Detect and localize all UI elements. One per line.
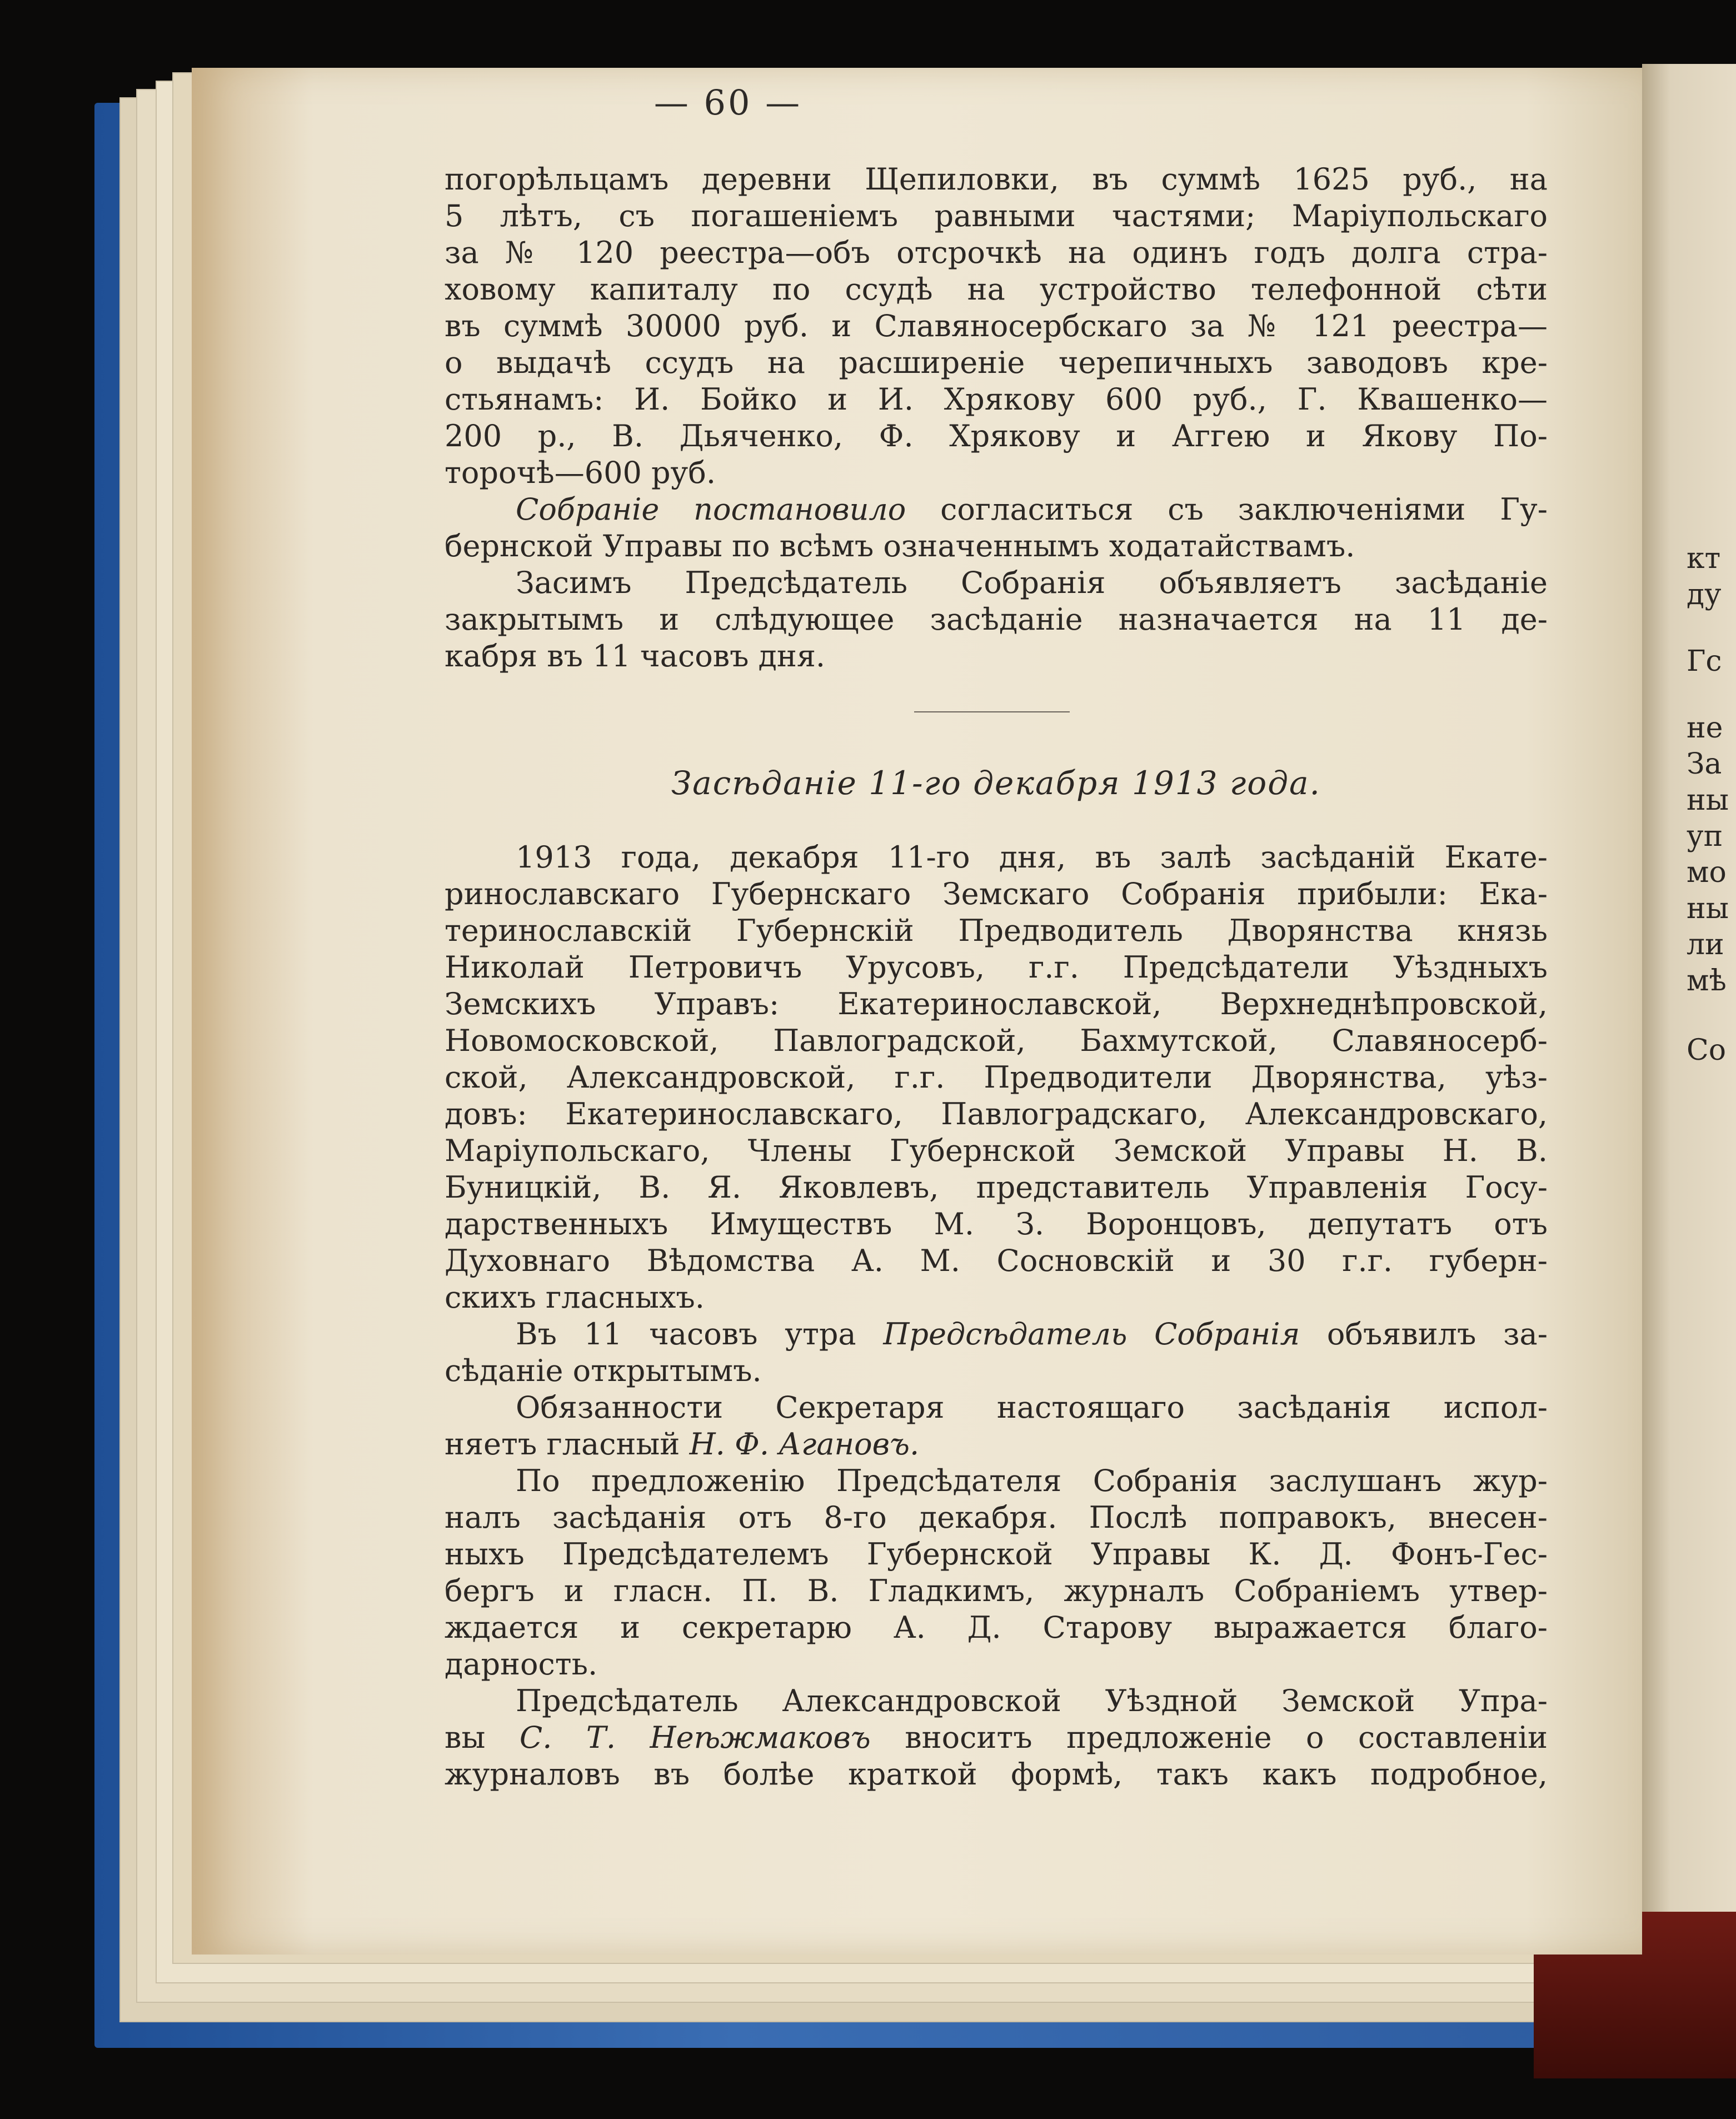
text-line: налъ засѣданія отъ 8-го декабря. Послѣ поправокъ, внесен- xyxy=(445,1500,1548,1535)
section-heading: Засѣданіе 11-го декабря 1913 года. xyxy=(671,764,1321,802)
page-stain xyxy=(192,68,314,1955)
text-line: журналовъ въ болѣе краткой формѣ, такъ какъ подробное, xyxy=(445,1757,1548,1792)
text-line: въ суммѣ 30000 руб. и Славяносербскаго за № 121 реестра— xyxy=(445,308,1548,343)
text-line: По предложенію Предсѣдателя Собранія заслушанъ жур- xyxy=(516,1463,1548,1498)
text-line: Земскихъ Управъ: Екатеринославской, Верхнеднѣпровской, xyxy=(445,986,1548,1021)
italic-phrase: Н. Ф. Агановъ. xyxy=(689,1427,920,1462)
text-line: ховому капиталу по ссудѣ на устройство телефонной сѣти xyxy=(445,272,1548,307)
fragment: мо xyxy=(1687,856,1727,889)
text-line: Маріупольскаго, Члены Губернской Земской Управы Н. В. xyxy=(445,1133,1548,1168)
text-line xyxy=(445,1426,1548,1463)
italic-phrase: Собраніе постановило xyxy=(516,492,906,527)
fragment: Гс xyxy=(1687,645,1722,678)
text-line: закрытымъ и слѣдующее засѣданіе назначается на 11 де- xyxy=(445,602,1548,637)
text-line xyxy=(445,491,1548,528)
text-line: бернской Управы по всѣмъ означеннымъ ходатайствамъ. xyxy=(445,528,1355,564)
text-line: скихъ гласныхъ. xyxy=(445,1280,705,1315)
text-line: о выдачѣ ссудъ на расширеніе черепичныхъ заводовъ кре- xyxy=(445,345,1548,380)
text-fragment: няетъ гласный xyxy=(445,1427,690,1462)
page-number: — 60 — xyxy=(654,82,802,123)
italic-phrase: С. Т. Неѣжмаковъ xyxy=(519,1720,871,1755)
text-line: бергъ и гласн. П. В. Гладкимъ, журналъ Собраніемъ утвер- xyxy=(445,1573,1548,1608)
text-line: погорѣльцамъ деревни Щепиловки, въ суммѣ 1625 руб., на xyxy=(445,162,1548,197)
fragment: не xyxy=(1687,711,1723,745)
fragment: ны xyxy=(1687,784,1729,817)
text-line: Духовнаго Вѣдомства А. М. Сосновскій и 30 г.г. губерн- xyxy=(445,1243,1548,1278)
fragment: кт xyxy=(1687,542,1721,575)
text-line xyxy=(445,1719,1548,1756)
text-line: торочѣ—600 руб. xyxy=(445,455,716,490)
text-line: сѣданіе открытымъ. xyxy=(445,1353,762,1388)
text-fragment: вноситъ предложеніе о составленіи xyxy=(870,1720,1548,1755)
text-line: ныхъ Предсѣдателемъ Губернской Управы К. Д. Фонъ-Гес- xyxy=(445,1537,1548,1572)
text-line: ждается и секретарю А. Д. Старову выражается благо- xyxy=(445,1610,1548,1645)
text-line: стьянамъ: И. Бойко и И. Хрякову 600 руб., Г. Квашенко— xyxy=(445,382,1548,417)
text-fragment: объявилъ за- xyxy=(1300,1317,1548,1352)
text-line: довъ: Екатеринославскаго, Павлоградскаго, Александровскаго, xyxy=(445,1096,1548,1131)
text-line: 1913 года, декабря 11-го дня, въ залѣ засѣданій Екате- xyxy=(516,840,1548,875)
fragment: ли xyxy=(1687,928,1724,961)
text-line: Николай Петровичъ Урусовъ, г.г. Предсѣдатели Уѣздныхъ xyxy=(445,950,1548,985)
text-line: Засимъ Предсѣдатель Собранія объявляетъ засѣданіе xyxy=(516,565,1548,600)
text-line: дарственныхъ Имуществъ М. З. Воронцовъ, депутатъ отъ xyxy=(445,1206,1548,1242)
fragment: За xyxy=(1687,747,1722,781)
text-fragment: Въ 11 часовъ утра xyxy=(516,1317,884,1352)
fragment: ду xyxy=(1687,578,1722,611)
fragment: ны xyxy=(1687,892,1729,925)
italic-phrase: Предсѣдатель Собранія xyxy=(883,1317,1300,1352)
facing-page xyxy=(1642,64,1736,1953)
text-block-top xyxy=(445,161,1548,675)
text-block-bottom xyxy=(445,839,1548,1793)
fragment: уп xyxy=(1687,820,1723,853)
text-line: за № 120 реестра—объ отсрочкѣ на одинъ годъ долга стра- xyxy=(445,235,1548,270)
text-fragment: вы xyxy=(445,1720,520,1755)
text-fragment: согласиться съ заключеніями Гу- xyxy=(906,492,1548,527)
text-line: ринославскаго Губернскаго Земскаго Собранія прибыли: Ека- xyxy=(445,876,1548,911)
text-line: ской, Александровской, г.г. Предводители Дворянства, уѣз- xyxy=(445,1060,1548,1095)
fragment: Со xyxy=(1687,1034,1727,1067)
fragment: мѣ xyxy=(1687,964,1727,998)
text-line: 5 лѣтъ, съ погашеніемъ равными частями; Маріупольскаго xyxy=(445,198,1548,233)
section-divider xyxy=(914,711,1070,712)
text-line: Новомосковской, Павлоградской, Бахмутской, Славяносерб- xyxy=(445,1023,1548,1058)
text-line: Предсѣдатель Александровской Уѣздной Земской Упра- xyxy=(516,1683,1548,1718)
text-line: теринославскій Губернскій Предводитель Дворянства князь xyxy=(445,913,1548,948)
text-line: 200 р., В. Дьяченко, Ф. Хрякову и Аггею и Якову По- xyxy=(445,418,1548,453)
text-line xyxy=(445,1316,1548,1353)
text-line: Обязанности Секретаря настоящаго засѣданія испол- xyxy=(516,1390,1548,1425)
text-line: кабря въ 11 часовъ дня. xyxy=(445,639,826,674)
text-line: дарность. xyxy=(445,1647,598,1682)
text-line: Буницкій, В. Я. Яковлевъ, представитель Управленія Госу- xyxy=(445,1170,1548,1205)
